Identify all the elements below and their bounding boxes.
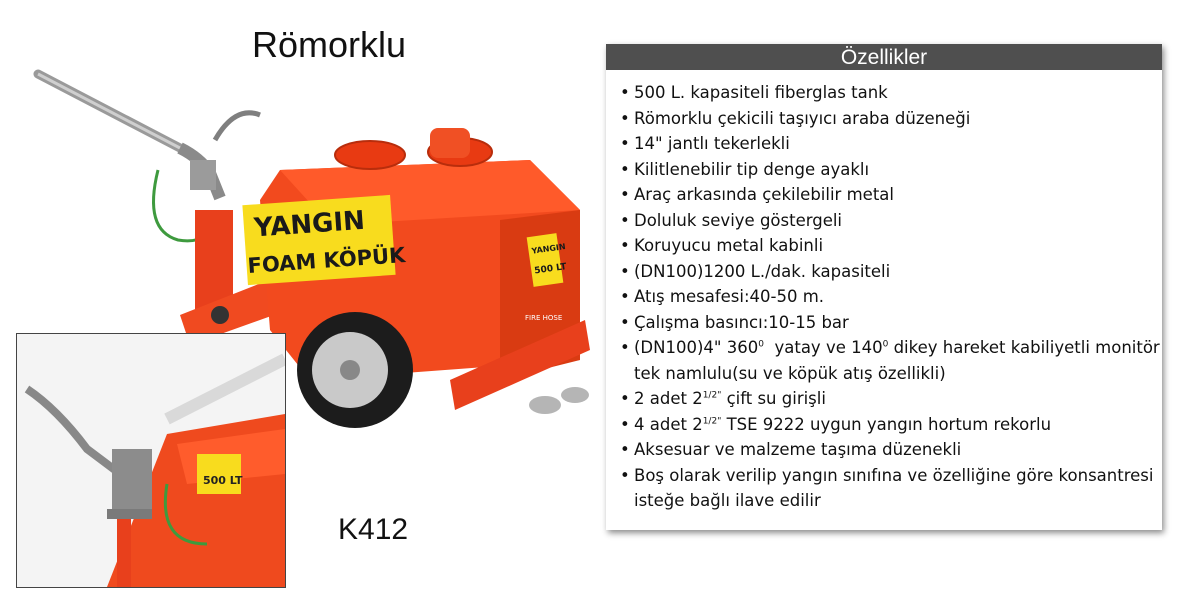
- spec-item: • 14" jantlı tekerlekli: [620, 134, 790, 153]
- tank-label-1: YANGIN: [252, 205, 366, 244]
- spec-item: • Doluluk seviye göstergeli: [620, 210, 843, 230]
- specifications-panel: [606, 44, 1162, 530]
- hose-label: FIRE HOSE: [525, 314, 563, 322]
- spec-item: • Boş olarak verilip yangın sınıfına ve özelliğine göre konsantresi isteğe bağlı ilave edilir: [620, 465, 1154, 510]
- spec-superscript: 0: [882, 339, 889, 350]
- spec-text: 14" jantlı tekerlekli: [634, 134, 790, 153]
- spec-item: • 2 adet $2^{1/2"}$ çift su girişli: [620, 389, 826, 408]
- spec-text: Aksesuar ve malzeme taşıma düzenekli: [634, 440, 962, 459]
- spec-text: çift su girişli: [721, 389, 826, 408]
- spec-text: (DN100)4" 360: [634, 338, 759, 357]
- tank-label-2: FOAM KÖPÜK: [246, 243, 407, 279]
- specifications-list: [606, 70, 1162, 514]
- spec-item: • (DN100)1200 L./dak. kapasiteli: [620, 261, 891, 281]
- inset-label: 500 LT: [203, 474, 243, 487]
- spec-item: • 4 adet $2^{1/2"}$ TSE 9222 uygun yangın hortum rekorlu: [620, 414, 1052, 434]
- spec-text: isteğe bağlı ilave edilir: [634, 491, 821, 510]
- spec-text: 500 L. kapasiteli fiberglas tank: [634, 83, 888, 102]
- spec-item: • Araç arkasında çekilebilir metal: [620, 185, 894, 204]
- spec-item: • Römorklu çekicili taşıyıcı araba düzeneği: [620, 108, 971, 128]
- spec-item: • Kilitlenebilir tip denge ayaklı: [620, 159, 870, 179]
- spec-item: • (DN100)4" $360^0$ yatay ve $140^0$ dikey hareket kabiliyetli monitör tek namlulu(su ve köpük atış özellikli): [620, 338, 1160, 383]
- spec-item: • Aksesuar ve malzeme taşıma düzenekli: [620, 440, 962, 459]
- spec-superscript: 0: [758, 339, 764, 350]
- spec-text: dikey hareket kabiliyetli monitör: [888, 338, 1160, 357]
- spec-text: Römorklu çekicili taşıyıcı araba düzeneği: [634, 108, 971, 128]
- side-label-2: 500 LT: [533, 262, 568, 277]
- spec-text: tek namlulu(su ve köpük atış özellikli): [634, 363, 946, 383]
- specifications-header: Özellikler: [606, 44, 1162, 70]
- spec-text: TSE 9222 uygun yangın hortum rekorlu: [721, 414, 1052, 434]
- page-title: Römorklu: [252, 24, 407, 65]
- monitor-closeup-image: [17, 334, 285, 587]
- side-label-1: YANGIN: [531, 242, 567, 256]
- spec-item: • Çalışma basıncı:10-15 bar: [620, 312, 849, 332]
- product-code: K412: [338, 513, 409, 546]
- spec-text: Doluluk seviye göstergeli: [634, 210, 843, 230]
- spec-item: • Koruyucu metal kabinli: [620, 236, 824, 255]
- spec-text: Boş olarak verilip yangın sınıfına ve özelliğine göre konsantresi: [634, 465, 1154, 485]
- spec-text: 4 adet 2: [634, 414, 703, 434]
- spec-superscript: 1/2": [702, 390, 722, 401]
- spec-item: • Atış mesafesi:40-50 m.: [620, 287, 825, 306]
- spec-superscript: 1/2": [702, 416, 722, 426]
- spec-text: Atış mesafesi:40-50 m.: [634, 287, 825, 306]
- inset-photo: [16, 333, 286, 588]
- spec-item: • 500 L. kapasiteli fiberglas tank: [620, 83, 888, 102]
- spec-text: (DN100)1200 L./dak. kapasiteli: [634, 261, 891, 281]
- spec-text: 2 adet 2: [634, 389, 703, 408]
- spec-text: Araç arkasında çekilebilir metal: [634, 185, 894, 204]
- spec-text: Koruyucu metal kabinli: [634, 236, 824, 255]
- spec-text: yatay ve 140: [763, 338, 883, 357]
- spec-text: Çalışma basıncı:10-15 bar: [634, 312, 849, 332]
- spec-text: Kilitlenebilir tip denge ayaklı: [634, 159, 870, 179]
